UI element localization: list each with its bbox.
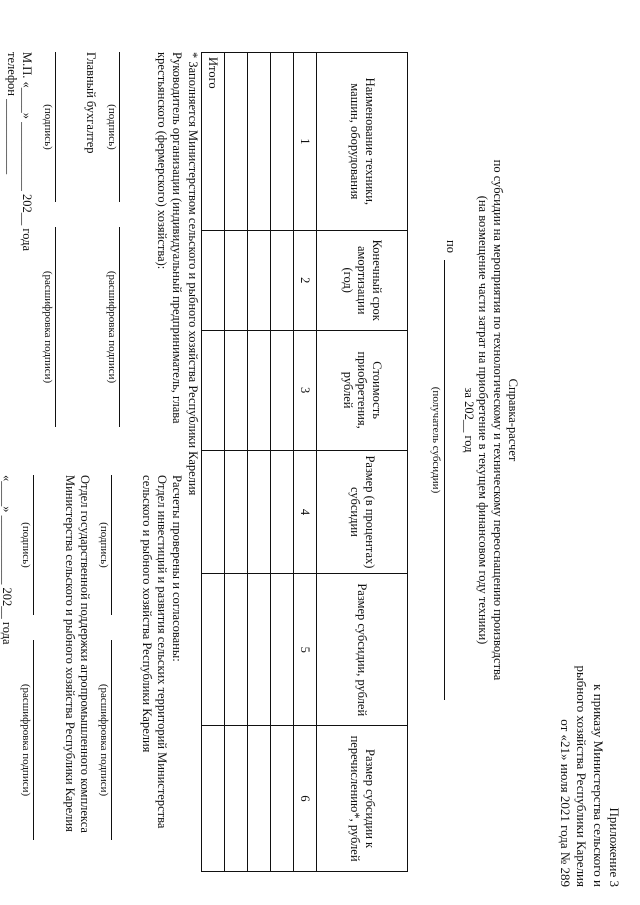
investment-signature-row [92,475,126,875]
applicant-signature-block [4,52,184,472]
table-row [225,53,248,872]
signature-caption: (подпись) [97,522,110,568]
doc-title: Справка-расчет [506,378,520,462]
doc-period: за 202__ год [461,387,476,453]
footnote: * Заполняется Министерством сельского и рыбного хозяйства Республики Карелия [186,52,200,496]
table-number-row [294,53,317,872]
table-cell [225,53,248,231]
appendix-line: рыбного хозяйства Республики Карелия [574,665,590,887]
decode-caption: (расшифровка подписи) [20,683,33,797]
accountant-signature-row [34,52,70,472]
decode-underline [120,227,135,427]
table-cell [271,230,294,330]
table-cell [225,726,248,872]
table-cell [202,330,225,450]
table-cell [225,574,248,726]
table-total-row [202,53,225,872]
column-header-name: Наименование техники, машин, оборудования [317,53,408,231]
table-cell [202,450,225,574]
table-cell [248,53,271,231]
table-cell [271,450,294,574]
signature-underline [33,475,48,615]
recipient-caption: (получатель субсидии) [430,386,442,494]
column-header-percent: Размер (в процентах) субсидии [317,450,408,574]
title-block [461,100,520,740]
table-cell [271,330,294,450]
signature-underline [120,52,135,202]
decode-underline [111,640,126,840]
table-cell [248,330,271,450]
signature-caption: (подпись) [41,104,54,150]
stamp-date-line: М.П. «____» ___________ 202__ года [19,52,34,252]
investment-dept-line2: сельского и рыбного хозяйства Республики Карелия [140,475,155,753]
ministry-signature-block [0,475,184,875]
table-row [248,53,271,872]
column-header-amortization: Конечный срок амортизации (год) [317,230,408,330]
doc-subtitle: по субсидии на мероприятия по технологическому и техническому переоснащению производства [491,159,506,681]
signature-underline [55,52,70,202]
recipient-underline [444,260,445,700]
column-number: 5 [294,574,317,726]
column-number: 6 [294,726,317,872]
decode-caption: (расшифровка подписи) [41,270,54,384]
column-number: 2 [294,230,317,330]
appendix-line: от «21» июля 2021 года № 289 [558,719,574,887]
signature-caption: (подпись) [20,522,33,568]
applicant-heading-line1: Руководитель организации (индивидуальный предприниматель, глава [170,52,184,424]
recipient-line [442,140,458,740]
signature-caption: (подпись) [106,104,119,150]
table-cell [202,574,225,726]
subsidy-table [201,52,408,872]
recipient-prefix: по [444,240,458,253]
table-row [271,53,294,872]
investment-dept-line1: Отдел инвестиций и развития сельских территорий Министерства [155,475,170,829]
total-label: Итого [202,53,225,231]
table-cell [271,574,294,726]
support-dept-line2: Министерства сельского и рыбного хозяйства Республики Карелия [63,475,77,832]
approval-date-line: «____» ___________ 202__ года [0,475,15,645]
signature-underline [111,475,126,615]
support-signature-row [14,475,48,875]
table-cell [248,574,271,726]
support-dept-line1: Отдел государственной поддержки агропромышленного комплекса [77,475,92,833]
applicant-signature-row [99,52,135,472]
decode-caption: (расшифровка подписи) [97,683,110,797]
table-cell [271,726,294,872]
appendix-line: Приложение 3 [607,807,622,887]
table-cell [248,230,271,330]
column-number: 1 [294,53,317,231]
column-number: 3 [294,330,317,450]
table-cell [225,450,248,574]
table-cell [225,330,248,450]
column-number: 4 [294,450,317,574]
appendix-line: к приказу Министерства сельского и [590,684,606,887]
column-header-transfer: Размер субсидии к перечислению*, рублей [317,726,408,872]
table-cell [225,230,248,330]
table-cell [202,230,225,330]
applicant-heading-line2: крестьянского (фермерского) хозяйства): [155,52,170,270]
table-header-row [317,53,408,872]
accountant-label: Главный бухгалтер [84,52,99,154]
decode-underline [55,227,70,427]
decode-underline [33,640,48,840]
table-cell [248,450,271,574]
table-cell [271,53,294,231]
decode-caption: (расшифровка подписи) [106,270,119,384]
verified-heading: Расчеты проверены и согласованы: [170,475,184,662]
appendix-header [557,587,622,887]
column-header-cost: Стоимость приобретения, рублей [317,330,408,450]
table-cell [202,726,225,872]
table-cell [248,726,271,872]
doc-subtitle-paren: (на возмещение части затрат на приобретение в текущем финансовом году техники) [476,195,491,645]
phone-line: телефон ____________ [5,52,19,175]
column-header-subsidy: Размер субсидии, рублей [317,574,408,726]
